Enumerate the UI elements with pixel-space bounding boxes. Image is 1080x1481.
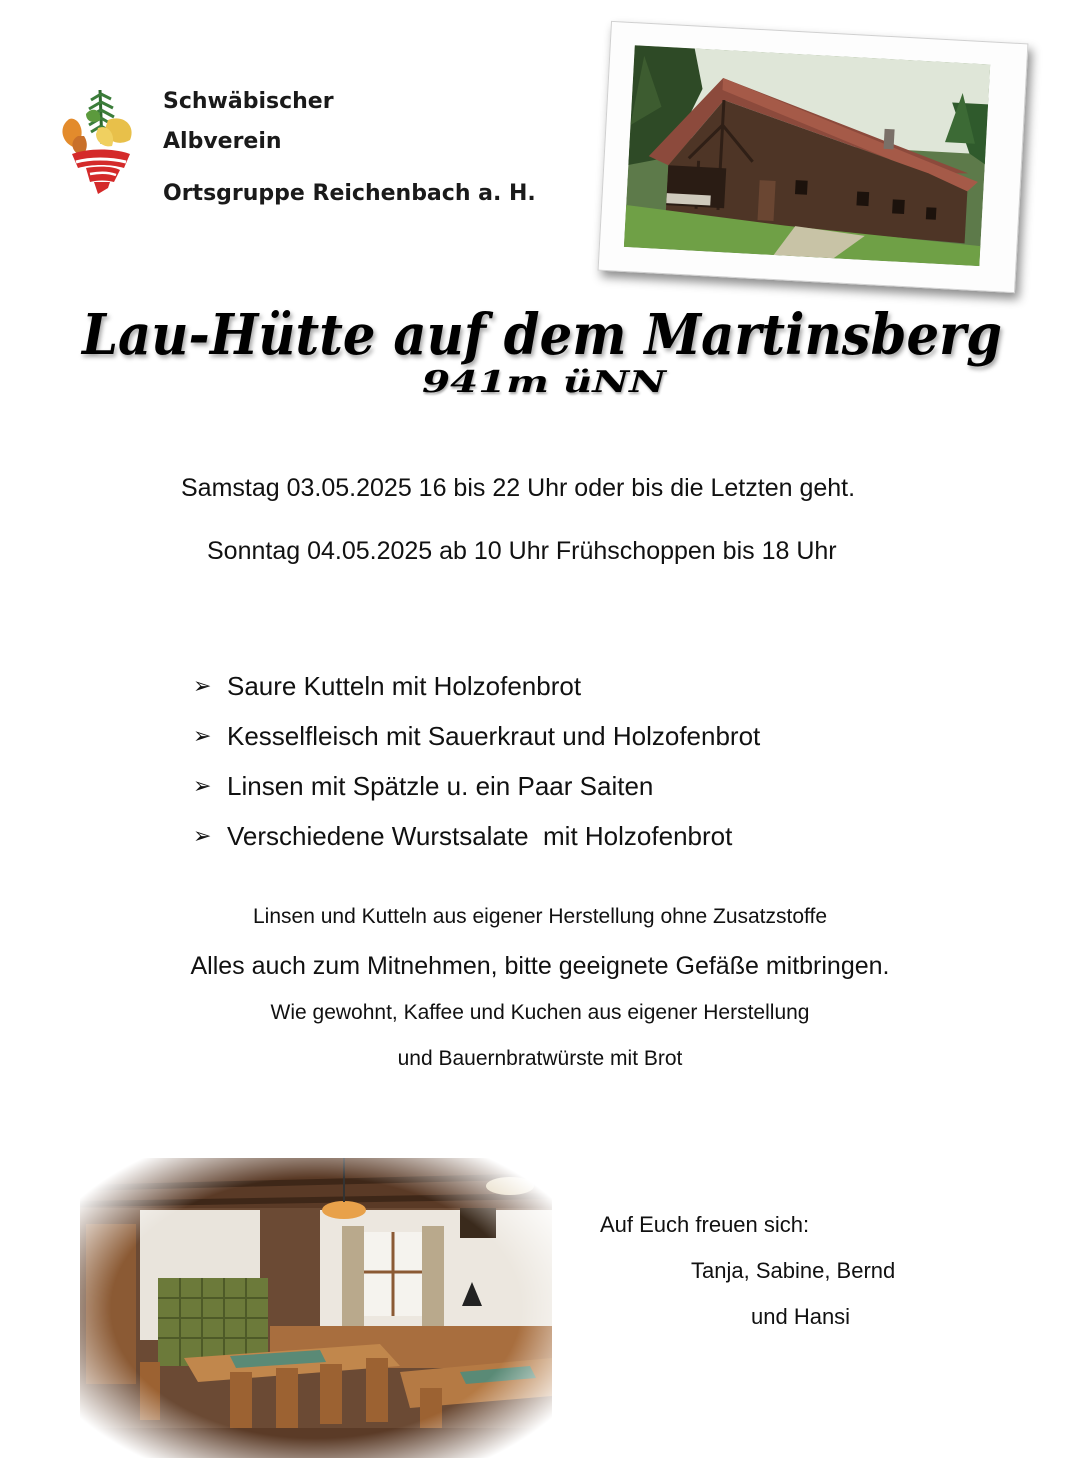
list-item — [193, 811, 760, 861]
organization-block — [163, 82, 536, 214]
albverein-leaf-logo-icon — [58, 84, 136, 196]
hut-photo-frame — [598, 21, 1029, 293]
note-coffee-cake: Wie gewohnt, Kaffee und Kuchen aus eigener Herstellung — [270, 1001, 810, 1024]
org-group: Ortsgruppe Reichenbach a. H. — [163, 181, 536, 206]
arrow-bullet-icon: ➢ — [193, 723, 212, 748]
org-name-line2: Albverein — [163, 129, 282, 154]
hut-interior-photo — [80, 1158, 552, 1458]
menu-item-text: Linsen mit Spätzle u. ein Paar Saiten — [227, 770, 654, 801]
title-main: Lau-Hütte auf dem Martinsberg — [80, 302, 1003, 368]
note-homemade: Linsen und Kutteln aus eigener Herstellung ohne Zusatzstoffe — [253, 905, 827, 928]
arrow-bullet-icon: ➢ — [193, 673, 212, 698]
note-takeaway: Alles auch zum Mitnehmen, bitte geeignete Gefäße mitbringen. — [190, 952, 890, 980]
date-sunday: Sonntag 04.05.2025 ab 10 Uhr Frühschoppen bis 18 Uhr — [207, 537, 837, 565]
signoff-names-last: und Hansi — [751, 1304, 851, 1329]
list-item — [193, 661, 760, 711]
arrow-bullet-icon: ➢ — [193, 823, 212, 848]
menu-item-text: Saure Kutteln mit Holzofenbrot — [227, 670, 582, 701]
menu-list — [193, 661, 760, 861]
signoff-names: Tanja, Sabine, Bernd — [691, 1258, 896, 1283]
date-saturday: Samstag 03.05.2025 16 bis 22 Uhr oder bis die Letzten geht. — [181, 474, 856, 502]
menu-item-text: Verschiedene Wurstsalate mit Holzofenbrot — [227, 820, 733, 851]
list-item — [193, 711, 760, 761]
signoff-intro: Auf Euch freuen sich: — [600, 1212, 810, 1237]
wooden-hut-photo — [624, 45, 990, 266]
arrow-bullet-icon: ➢ — [193, 773, 212, 798]
title-elevation: 941m üNN — [422, 365, 669, 400]
menu-item-text: Kesselfleisch mit Sauerkraut und Holzofenbrot — [227, 720, 761, 751]
event-title — [60, 278, 1020, 418]
list-item — [193, 761, 760, 811]
org-name-line1: Schwäbischer — [163, 89, 334, 114]
note-bratwurst: und Bauernbratwürste mit Brot — [397, 1047, 683, 1070]
